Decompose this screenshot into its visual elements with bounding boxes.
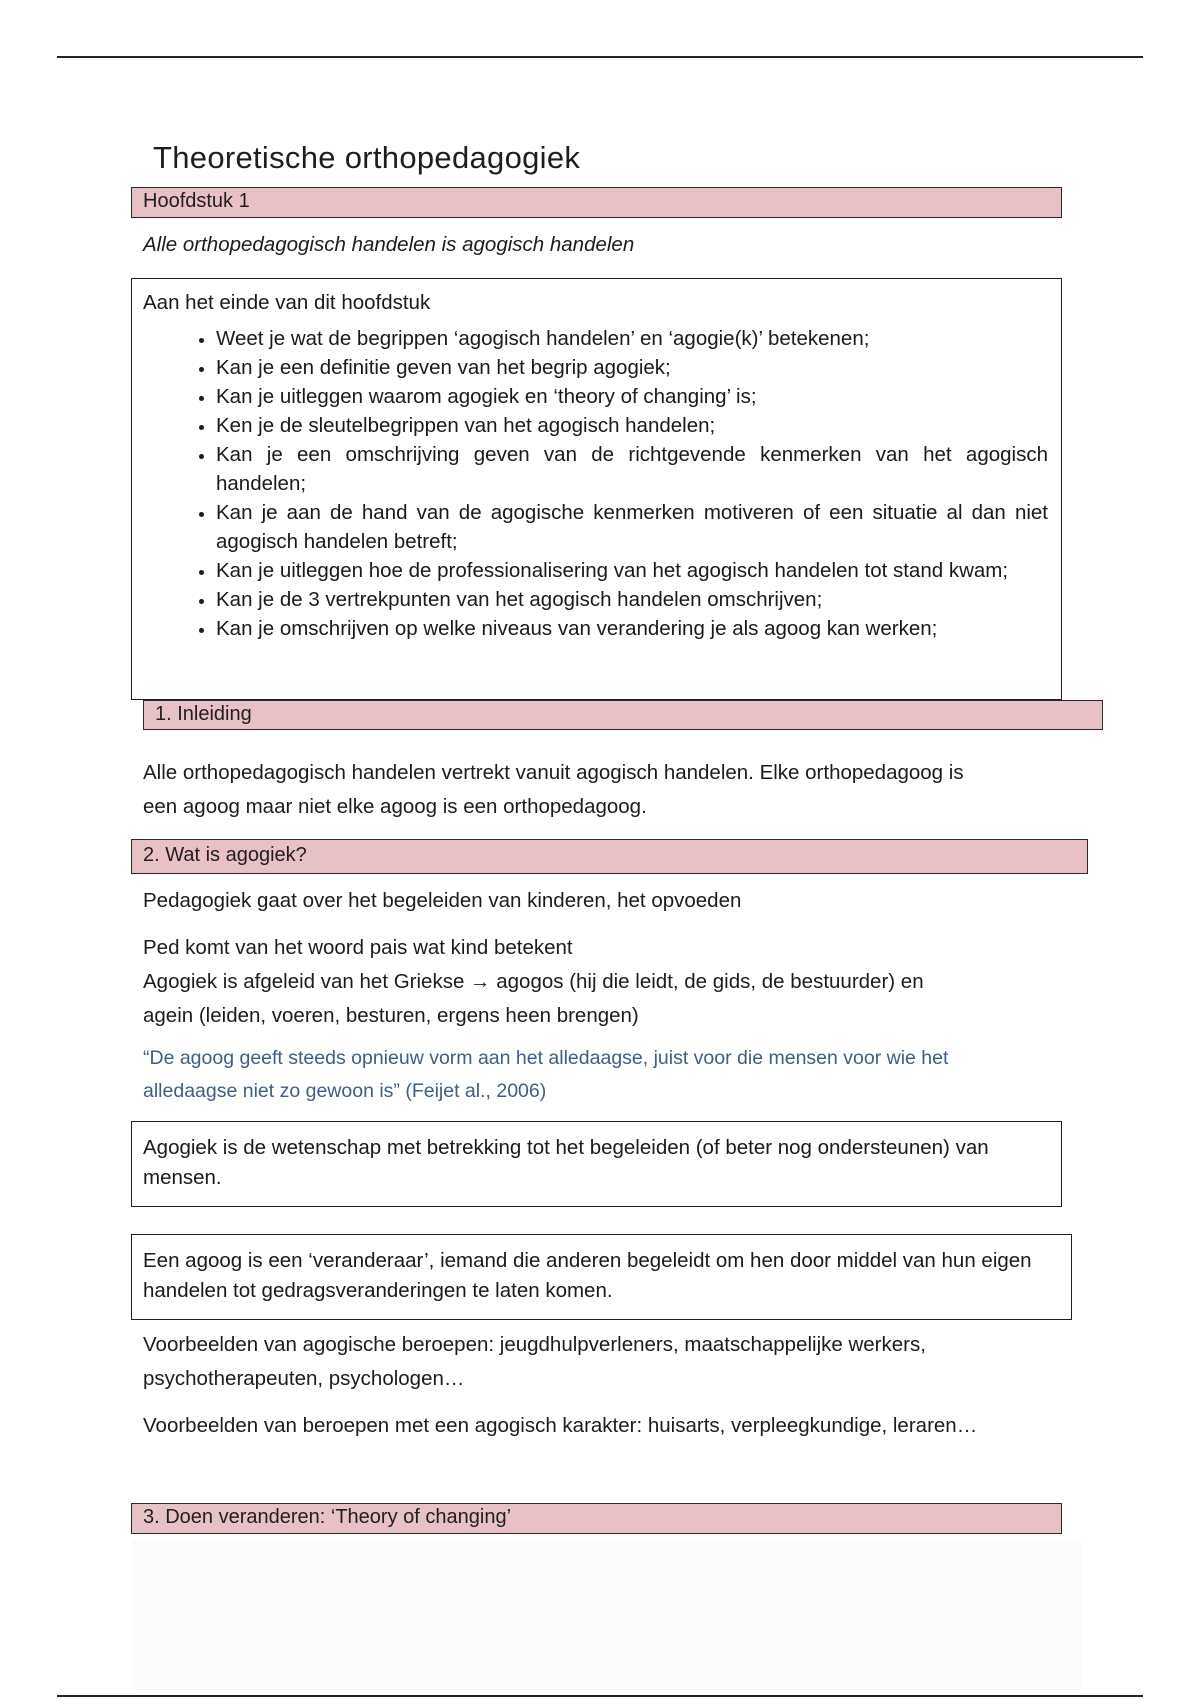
- objectives-intro: Aan het einde van dit hoofdstuk: [143, 291, 431, 314]
- quote-block: [143, 1042, 1003, 1108]
- list-item: • Kan je een omschrijving geven van de richtgevende kenmerken van het agogisch handelen;: [216, 440, 1048, 498]
- paragraph: Ped komt van het woord pais wat kind betekent: [143, 936, 573, 959]
- definition-text: Agogiek is de wetenschap met betrekking tot het begeleiden (of beter nog ondersteunen) van mensen.: [143, 1136, 989, 1189]
- section-heading-agogiek: [131, 839, 1088, 874]
- paragraph-line: Alle orthopedagogisch handelen vertrekt vanuit agogisch handelen. Elke orthopedagoog is: [143, 761, 964, 784]
- section-heading-label: 2. Wat is agogiek?: [143, 844, 307, 866]
- chapter-heading: [131, 187, 1062, 218]
- chapter-label: Hoofdstuk 1: [143, 190, 250, 212]
- section-heading-theory-of-changing: [131, 1503, 1062, 1534]
- header-rule: [57, 56, 1143, 58]
- paragraph-line: Agogiek is afgeleid van het Griekse → agogos (hij die leidt, de gids, de bestuurder) en: [143, 970, 924, 993]
- section-heading-inleiding: [143, 700, 1103, 730]
- definition-text: Een agoog is een ‘veranderaar’, iemand die anderen begeleidt om hen door middel van hun eigen handelen tot gedragsveranderingen te laten komen.: [143, 1249, 1032, 1302]
- definition-box-agogiek: [131, 1121, 1062, 1207]
- paragraph-line: agein (leiden, voeren, besturen, ergens heen brengen): [143, 1004, 639, 1027]
- list-item: • Kan je de 3 vertrekpunten van het agogisch handelen omschrijven;: [216, 585, 1048, 614]
- paragraph-line: een agoog maar niet elke agoog is een orthopedagoog.: [143, 795, 647, 818]
- paragraph-line: Voorbeelden van agogische beroepen: jeugdhulpverleners, maatschappelijke werkers,: [143, 1333, 926, 1356]
- list-item: • Kan je omschrijven op welke niveaus van verandering je als agoog kan werken;: [216, 614, 1048, 643]
- list-item: • Kan je uitleggen hoe de professionalisering van het agogisch handelen tot stand kwam;: [216, 556, 1048, 585]
- document-title: Theoretische orthopedagogiek: [153, 140, 581, 175]
- objectives-list: [143, 324, 1048, 643]
- list-item: • Kan je aan de hand van de agogische kenmerken motiveren of een situatie al dan niet agogisch handelen betreft;: [216, 498, 1048, 556]
- quote-line: alledaagse niet zo gewoon is” (Feijet al., 2006): [143, 1080, 547, 1102]
- section-heading-label: 3. Doen veranderen: ‘Theory of changing’: [143, 1506, 512, 1528]
- learning-objectives-box: [131, 278, 1062, 700]
- page-background-column: [132, 1540, 1082, 1690]
- list-item: • Kan je uitleggen waarom agogiek en ‘theory of changing’ is;: [216, 382, 1048, 411]
- chapter-subtitle: Alle orthopedagogisch handelen is agogisch handelen: [143, 233, 635, 256]
- list-item: • Weet je wat de begrippen ‘agogisch handelen’ en ‘agogie(k)’ betekenen;: [216, 324, 1048, 353]
- list-item: • Kan je een definitie geven van het begrip agogiek;: [216, 353, 1048, 382]
- section-heading-label: 1. Inleiding: [155, 703, 252, 725]
- quote-line: “De agoog geeft steeds opnieuw vorm aan het alledaagse, juist voor die mensen voor wie het: [143, 1047, 949, 1069]
- paragraph: Pedagogiek gaat over het begeleiden van kinderen, het opvoeden: [143, 889, 742, 912]
- footer-rule: [57, 1695, 1143, 1697]
- paragraph: Voorbeelden van beroepen met een agogisch karakter: huisarts, verpleegkundige, leraren…: [143, 1414, 978, 1437]
- paragraph-line: psychotherapeuten, psychologen…: [143, 1367, 465, 1390]
- definition-box-agoog: [131, 1234, 1072, 1320]
- list-item: • Ken je de sleutelbegrippen van het agogisch handelen;: [216, 411, 1048, 440]
